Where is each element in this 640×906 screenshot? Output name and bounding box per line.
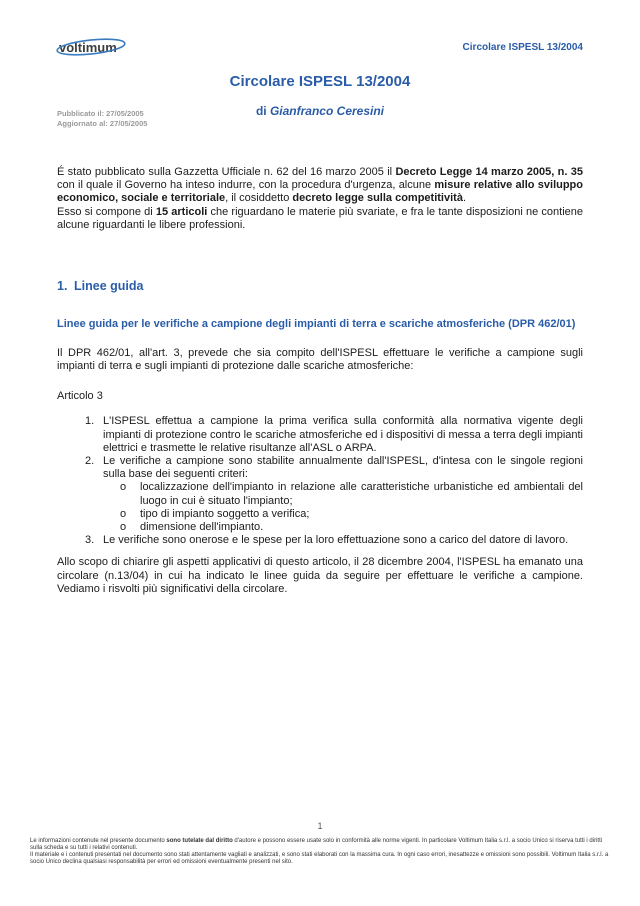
list-item-text: Le verifiche a campione sono stabilite annualmente dall'ISPESL, d'intesa con le singole regioni sulla base dei seguenti criteri:	[103, 454, 583, 481]
meta-updated: Aggiornato al: 27/05/2005	[57, 119, 148, 128]
section-label: Linee guida	[74, 279, 144, 294]
byline-author: Gianfranco Ceresini	[269, 104, 385, 118]
disclaimer-paragraph-2: Il materiale e i contenuti presentati nel documento sono stati attentamente vagliati e analizzati, e sono stati elaborati con la massima cura. In ogni caso errori, inesattezze e omissioni sono possibili. Voltimum Italia s.r.l. a socio Unico declina qualsiasi responsabilità per errori ed omissioni eventualmente presenti nel sito.	[30, 852, 609, 865]
intro-paragraph-part1: É stato pubblicato sulla Gazzetta Ufficiale n. 62 del 16 marzo 2005 il Decreto Legge 14 marzo 2005, n. 35 con il quale il Governo ha inteso indurre, con la procedura d'urgenza, alcune misure relative allo sviluppo economico, sociale e territoriale, il cosiddetto decreto legge sulla competitività.	[57, 166, 583, 205]
logo-wordmark: voltimum	[59, 40, 117, 55]
page-number: 1	[317, 821, 323, 831]
publication-meta	[57, 109, 147, 129]
sub-list-item-text: localizzazione dell'impianto in relazione alle caratteristiche urbanistiche ed ambientali del luogo in cui è situato l'impianto;	[140, 481, 583, 507]
sub-list-item	[120, 508, 583, 521]
header-reference: Circolare ISPESL 13/2004	[462, 42, 583, 53]
articolo-list	[57, 415, 583, 547]
list-item-text: Le verifiche sono onerose e le spese per la loro effettuazione sono a carico del datore di lavoro.	[103, 534, 569, 547]
page-title: Circolare ISPESL 13/2004	[229, 73, 411, 90]
articolo-label: Articolo 3	[57, 390, 103, 403]
list-item-number: 1.	[85, 415, 95, 428]
sub-list-item-text: dimensione dell'impianto.	[140, 520, 264, 533]
byline-prefix: di	[255, 104, 270, 118]
list-item-text: L'ISPESL effettua a campione la prima verifica sulla conformità alla normativa vigente degli impianti di protezione contro le scariche atmosferiche ed i dispositivi di messa a terra degli impianti elettrici e trasmette le relative risultanze all'ASL o ARPA.	[103, 415, 583, 454]
list-item-body	[103, 455, 583, 534]
list-item-number: 3.	[85, 534, 95, 547]
list-item	[85, 534, 583, 547]
sub-list-item-text: tipo di impianto soggetto a verifica;	[140, 507, 310, 520]
section-number: 1.	[57, 279, 68, 294]
list-item	[85, 455, 583, 534]
circle-bullet-icon: o	[120, 507, 127, 520]
document-body	[57, 166, 583, 596]
intro-paragraph-part2: Esso si compone di 15 articoli che riguardano le materie più svariate, e fra le tante disposizioni ne contiene alcune riguardanti le libere professioni.	[57, 205, 583, 231]
intro-paragraph	[57, 166, 583, 232]
voltimum-logo-graphic	[55, 36, 141, 60]
criteria-sublist	[103, 481, 583, 534]
meta-published: Pubblicato il: 27/05/2005	[57, 109, 144, 118]
circle-bullet-icon: o	[120, 481, 127, 494]
list-item	[85, 415, 583, 455]
list-item-number: 2.	[85, 454, 95, 467]
footer-disclaimer	[30, 838, 614, 866]
sub-list-item	[120, 521, 583, 534]
closing-paragraph: Allo scopo di chiarire gli aspetti applicativi di questo articolo, il 28 dicembre 2004, l'ISPESL ha emanato una circolare (n.13/04) in cui ha indicato le linee guida da seguire per effettuare le verifiche a campione. Vediamo i risvolti più significativi della circolare.	[57, 556, 583, 595]
dpr-paragraph: Il DPR 462/01, all'art. 3, prevede che sia compito dell'ISPESL effettuare le verifiche a campione sugli impianti di terra e sugli impianti di protezione dalle scariche atmosferiche:	[57, 346, 583, 372]
circle-bullet-icon: o	[120, 520, 127, 533]
sub-list-item	[120, 481, 583, 507]
voltimum-logo	[55, 36, 141, 60]
subheading: Linee guida per le verifiche a campione degli impianti di terra e scariche atmosferiche (DPR 462/01)	[57, 318, 576, 331]
disclaimer-paragraph-1: Le informazioni contenute nel presente documento sono tutelate dal diritto d'autore e possono essere usate solo in conformità alle norme vigenti. In particolare Voltimum Italia s.r.l. a socio Unico si riserva tutti i diritti sulla scheda e su tutti i relativi contenuti.	[30, 838, 603, 851]
section-heading	[57, 280, 583, 293]
